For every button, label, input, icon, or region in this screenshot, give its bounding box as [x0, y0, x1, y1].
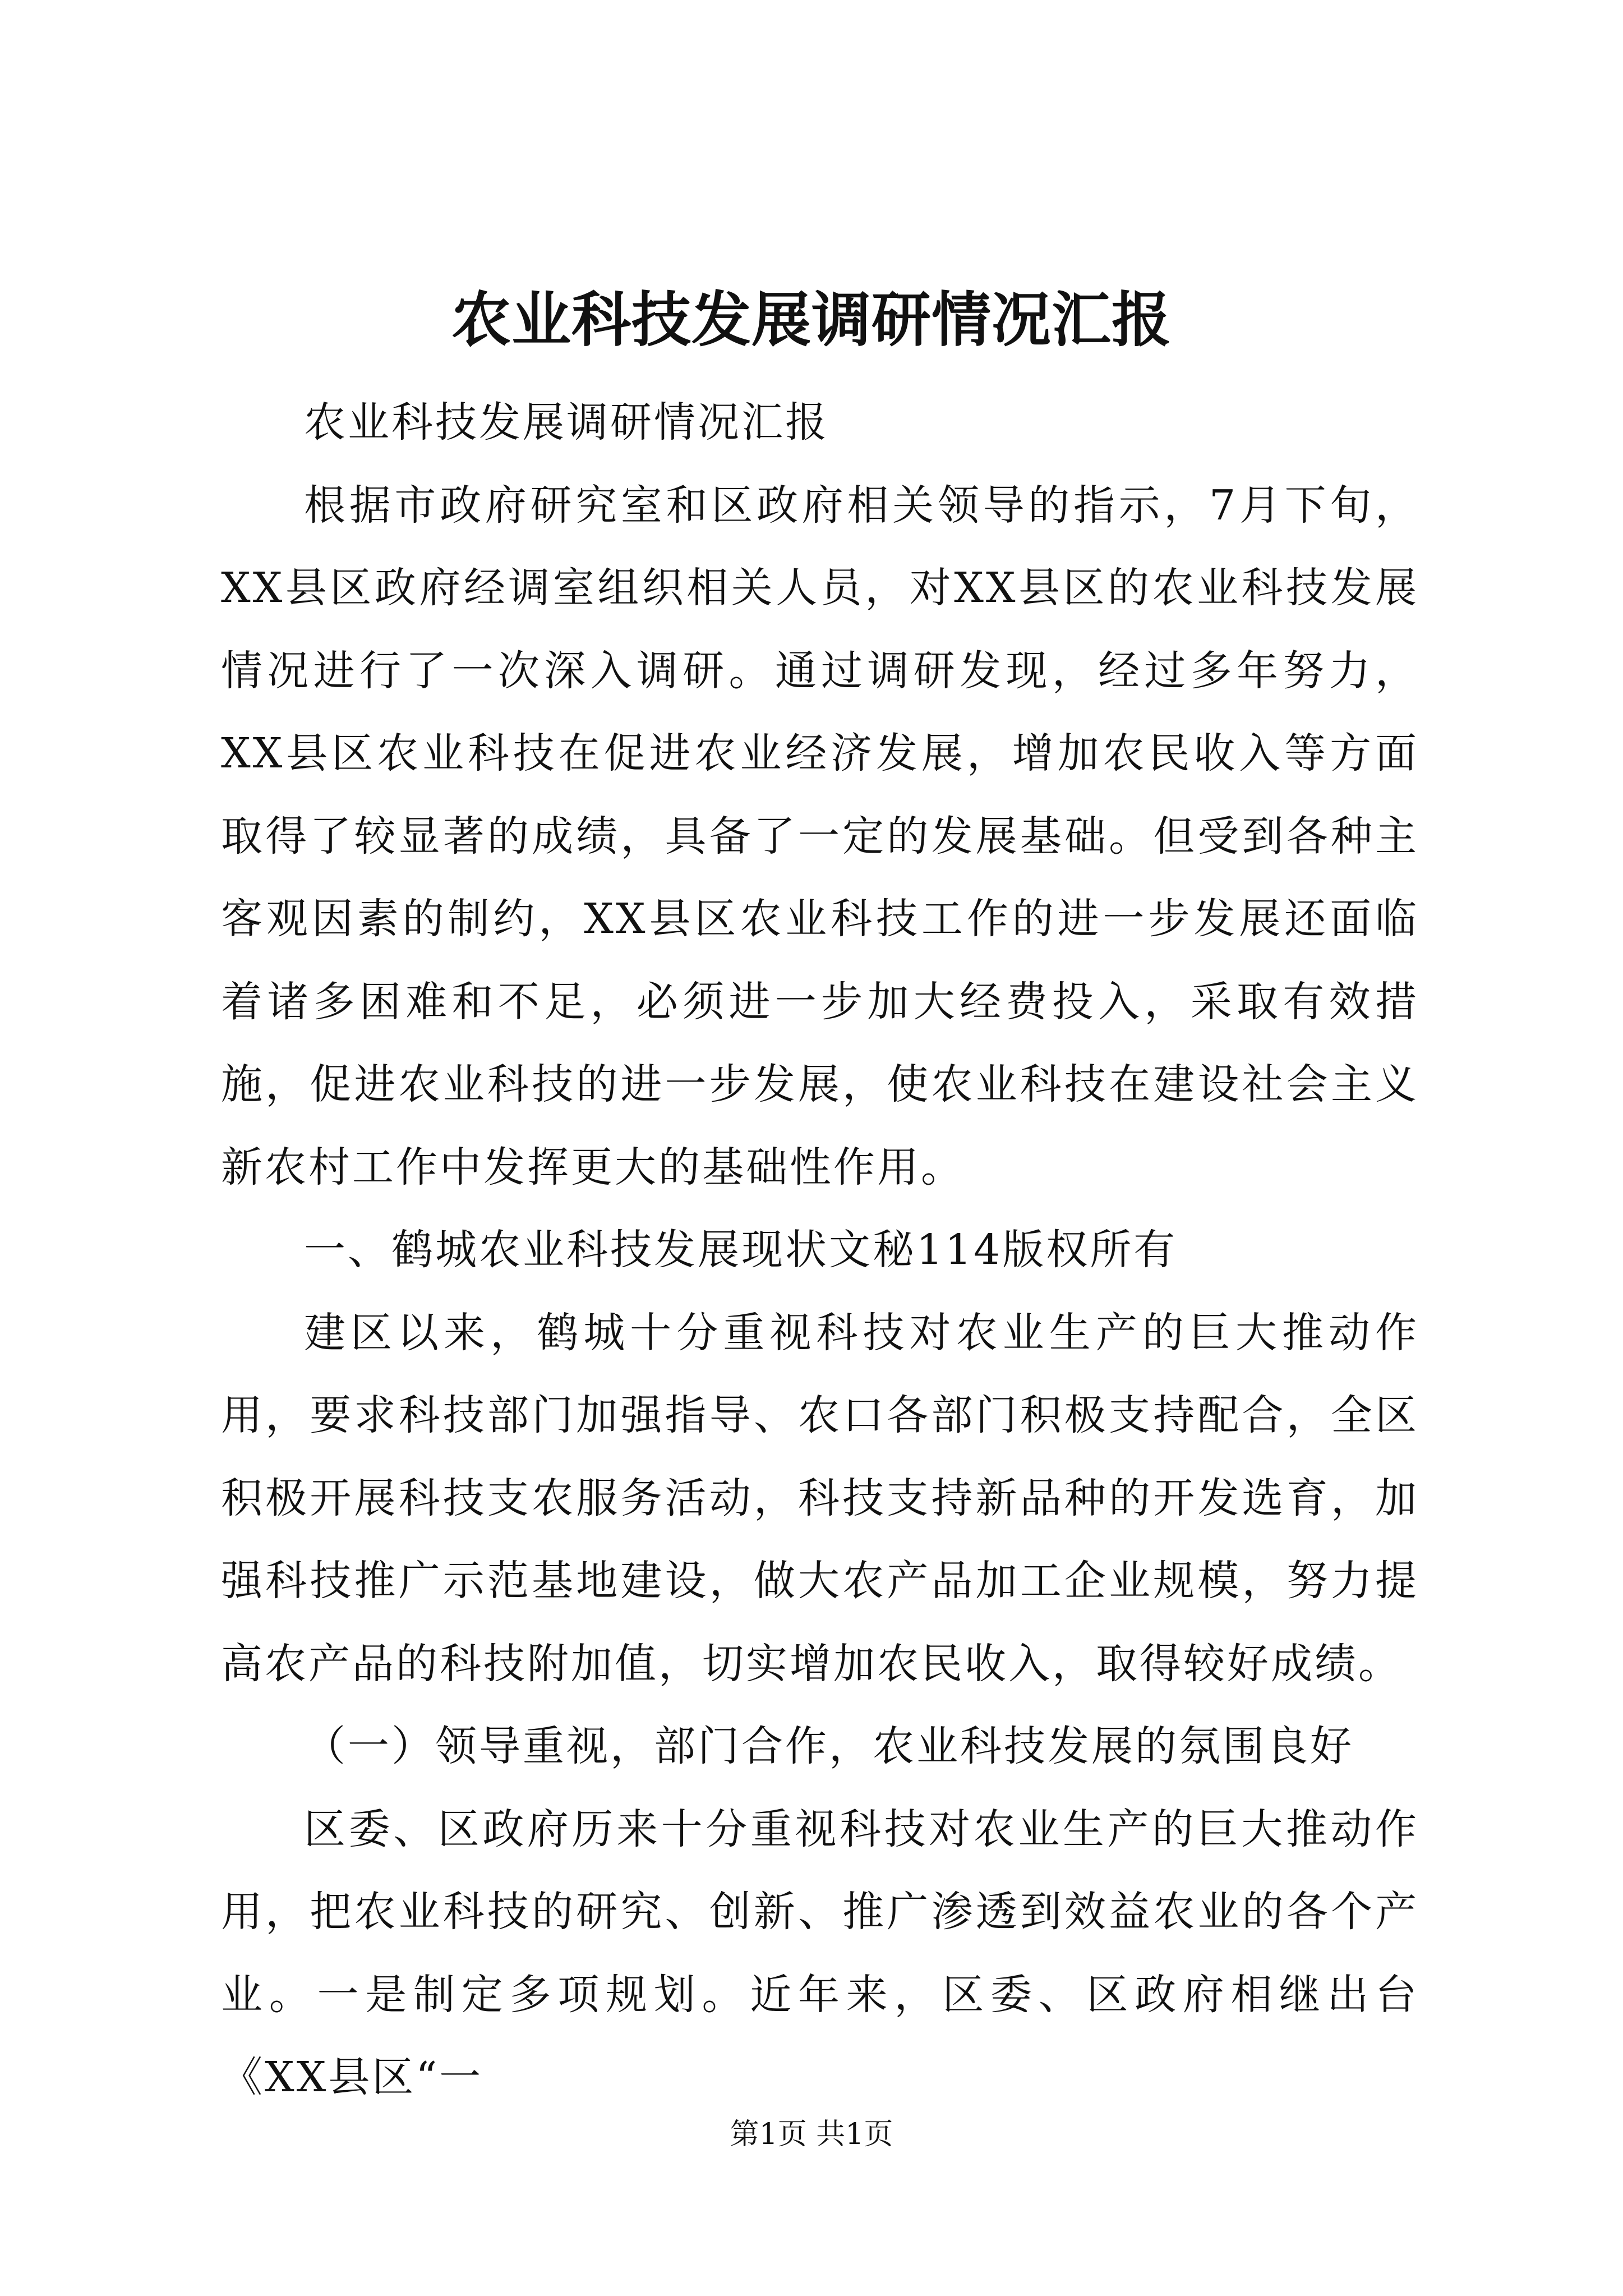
page-footer: 第1页 共1页: [730, 2118, 893, 2151]
subsection-heading-1: （一）领导重视，部门合作，农业科技发展的氛围良好: [304, 1722, 1354, 1770]
paragraph-status: 建区以来，鹤城十分重视科技对农业生产的巨大推动作用，要求科技部门加强指导、农口各部门积极支持配合，全区积极开展科技支农服务活动，科技支持新品种的开发选育，加强科技推广示范基地建设，做大农产品加工企业规模，努力提高农产品的科技附加值，切实增加农民收入，取得较好成绩。: [221, 1308, 1419, 1688]
paragraph-intro: 根据市政府研究室和区政府相关领导的指示，7月下旬，XX县区政府经调室组织相关人员，对XX县区的农业科技发展情况进行了一次深入调研。通过调研发现，经过多年努力，XX县区农业科技在促进农业经济发展，增加农民收入等方面取得了较显著的成绩，具备了一定的发展基础。但受到各种主客观因素的制约，XX县区农业科技工作的进一步发展还面临着诸多困难和不足，必须进一步加大经费投入，采取有效措施，促进农业科技的进一步发展，使农业科技在建设社会主义新农村工作中发挥更大的基础性作用。: [221, 481, 1419, 1191]
document-body: [221, 381, 1419, 2119]
paragraph-leadership: 区委、区政府历来十分重视科技对农业生产的巨大推动作用，把农业科技的研究、创新、推广渗透到效益农业的各个产业。一是制定多项规划。近年来，区委、区政府相继出台《XX县区“一: [221, 1805, 1419, 2101]
paragraph-subtitle: 农业科技发展调研情况汇报: [304, 398, 829, 447]
section-heading-1: 一、鹤城农业科技发展现状文秘114版权所有: [304, 1226, 1178, 1274]
document-title: 农业科技发展调研情况汇报: [451, 284, 1172, 355]
